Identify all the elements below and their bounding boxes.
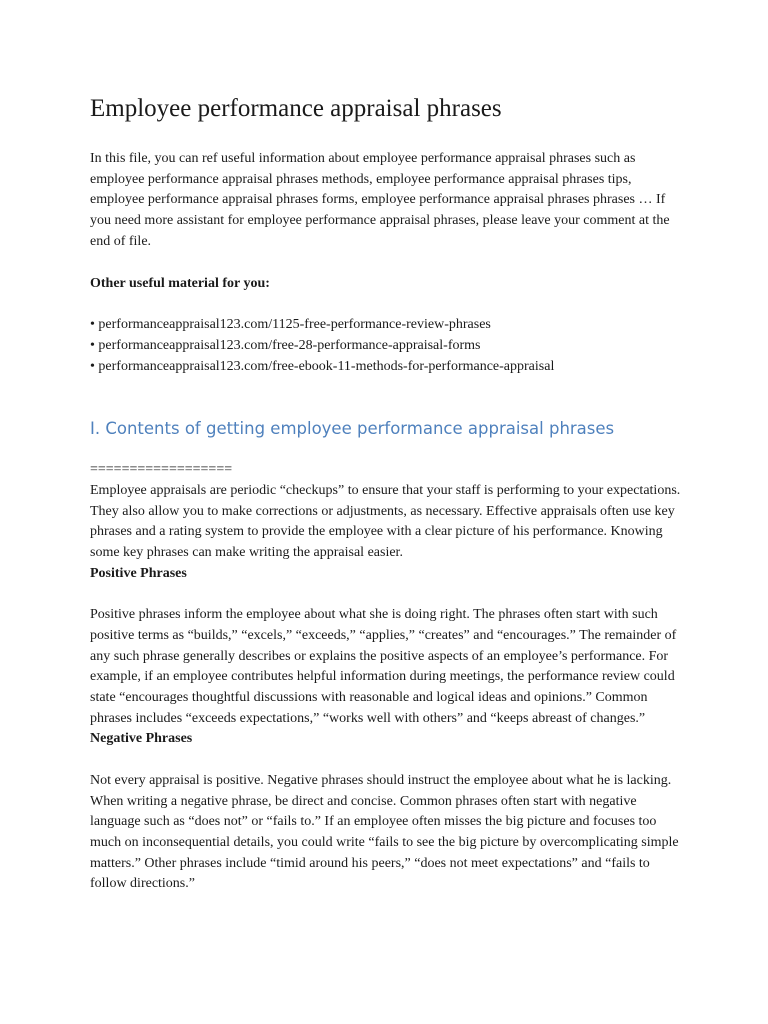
section-heading: I. Contents of getting employee performance appraisal phrases bbox=[90, 419, 615, 439]
other-material-label: Other useful material for you: bbox=[90, 275, 270, 291]
intro-paragraph: In this file, you can ref useful information about employee performance appraisal phrases such as employee performance appraisal phrases methods, employee performance appraisal phrases tips, employee performance appraisal phrases forms, employee performance appraisal phrases phrases … If you need more assistant for employee performance appraisal phrases, please leave your comment at the end of file. bbox=[90, 151, 670, 249]
material-link[interactable]: • performanceappraisal123.com/free-ebook-11-methods-for-performance-appraisal bbox=[90, 357, 688, 378]
section-intro-paragraph: Employee appraisals are periodic “checkups” to ensure that your staff is performing to your expectations. They also allow you to make corrections or adjustments, as necessary. Effective appraisals often use key phrases and a rating system to provide the employee with a clear picture of his performance. Knowing some key phrases can make writing the appraisal easier. bbox=[90, 483, 681, 561]
negative-phrases-paragraph: Not every appraisal is positive. Negative phrases should instruct the employee about what he is lacking. When writing a negative phrase, be direct and concise. Common phrases often start with negative language such as “does not” or “fails to.” If an employee often misses the big picture and focuses too much on inconsequential details, you could write “fails to see the big picture by overcomplicating simple matters.” Other phrases include “timid around his peers,” “does not meet expectations” and “fails to follow directions.” bbox=[90, 772, 679, 892]
document-title: Employee performance appraisal phrases bbox=[90, 95, 502, 122]
separator-line: ================== bbox=[90, 462, 233, 478]
material-link-list bbox=[90, 315, 688, 377]
material-link[interactable]: • performanceappraisal123.com/free-28-performance-appraisal-forms bbox=[90, 336, 688, 357]
positive-phrases-heading: Positive Phrases bbox=[90, 565, 187, 581]
negative-phrases-heading: Negative Phrases bbox=[90, 731, 193, 747]
positive-phrases-paragraph: Positive phrases inform the employee about what she is doing right. The phrases often start with such positive terms as “builds,” “excels,” “exceeds,” “applies,” “creates” and “encourages.” The remainder of any such phrase generally describes or explains the positive aspects of an employee’s performance. For example, if an employee contributes helpful information during meetings, the performance review could state “encourages thoughtful discussions with reasonable and logical ideas and opinions.” Common phrases includes “exceeds expectations,” “works well with others” and “keeps abreast of changes.” bbox=[90, 607, 677, 726]
document-page bbox=[90, 93, 688, 895]
material-link[interactable]: • performanceappraisal123.com/1125-free-performance-review-phrases bbox=[90, 315, 688, 336]
